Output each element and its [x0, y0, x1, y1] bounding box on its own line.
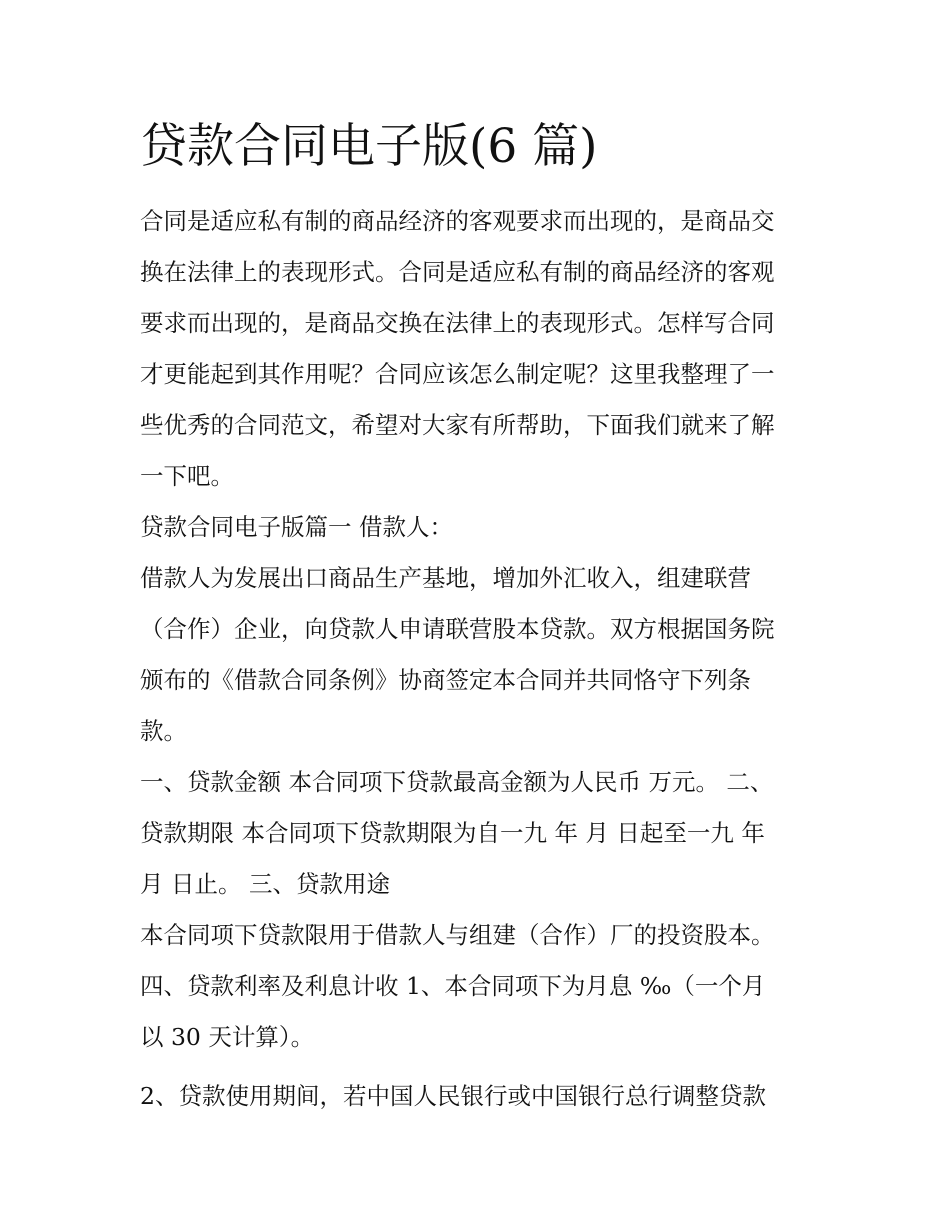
- paragraph-line: 换在法律上的表现形式。合同是适应私有制的商品经济的客观: [140, 258, 775, 286]
- paragraph-line: 月 日止。 三、贷款用途: [140, 870, 390, 898]
- paragraph-line: 合同是适应私有制的商品经济的客观要求而出现的，是商品交: [140, 207, 775, 235]
- paragraph-line: 才更能起到其作用呢？合同应该怎么制定呢？这里我整理了一: [140, 360, 775, 388]
- paragraph-line: 款。: [140, 717, 187, 745]
- paragraph-line: 以 30 天计算）。: [140, 1023, 315, 1051]
- document-content: [140, 112, 820, 1122]
- paragraph-line: 2、贷款使用期间，若中国人民银行或中国银行总行调整贷款: [140, 1082, 766, 1110]
- paragraph-line: 一、贷款金额 本合同项下贷款最高金额为人民币 万元。 二、: [140, 768, 774, 796]
- paragraph-line: 贷款期限 本合同项下贷款期限为自一九 年 月 日起至一九 年: [140, 819, 765, 847]
- paragraph-line: 一下吧。: [140, 462, 234, 490]
- paragraph-line: （合作）企业，向贷款人申请联营股本贷款。双方根据国务院: [140, 615, 775, 643]
- section-heading-line: 贷款合同电子版篇一 借款人：: [140, 513, 453, 541]
- document-body: [140, 196, 820, 1122]
- paragraph-line: 颁布的《借款合同条例》协商签定本合同并共同恪守下列条: [140, 666, 751, 694]
- paragraph-line: 本合同项下贷款限用于借款人与组建（合作）厂的投资股本。: [140, 921, 775, 949]
- paragraph-gap: [140, 1063, 820, 1071]
- paragraph-line: 四、贷款利率及利息计收 1、本合同项下为月息 ‰（一个月: [140, 972, 766, 1000]
- paragraph-line: 借款人为发展出口商品生产基地，增加外汇收入，组建联营: [140, 564, 751, 592]
- paragraph-line: 些优秀的合同范文，希望对大家有所帮助，下面我们就来了解: [140, 411, 775, 439]
- paragraph-line: 要求而出现的，是商品交换在法律上的表现形式。怎样写合同: [140, 309, 775, 337]
- document-title: 贷款合同电子版(6 篇): [140, 119, 598, 174]
